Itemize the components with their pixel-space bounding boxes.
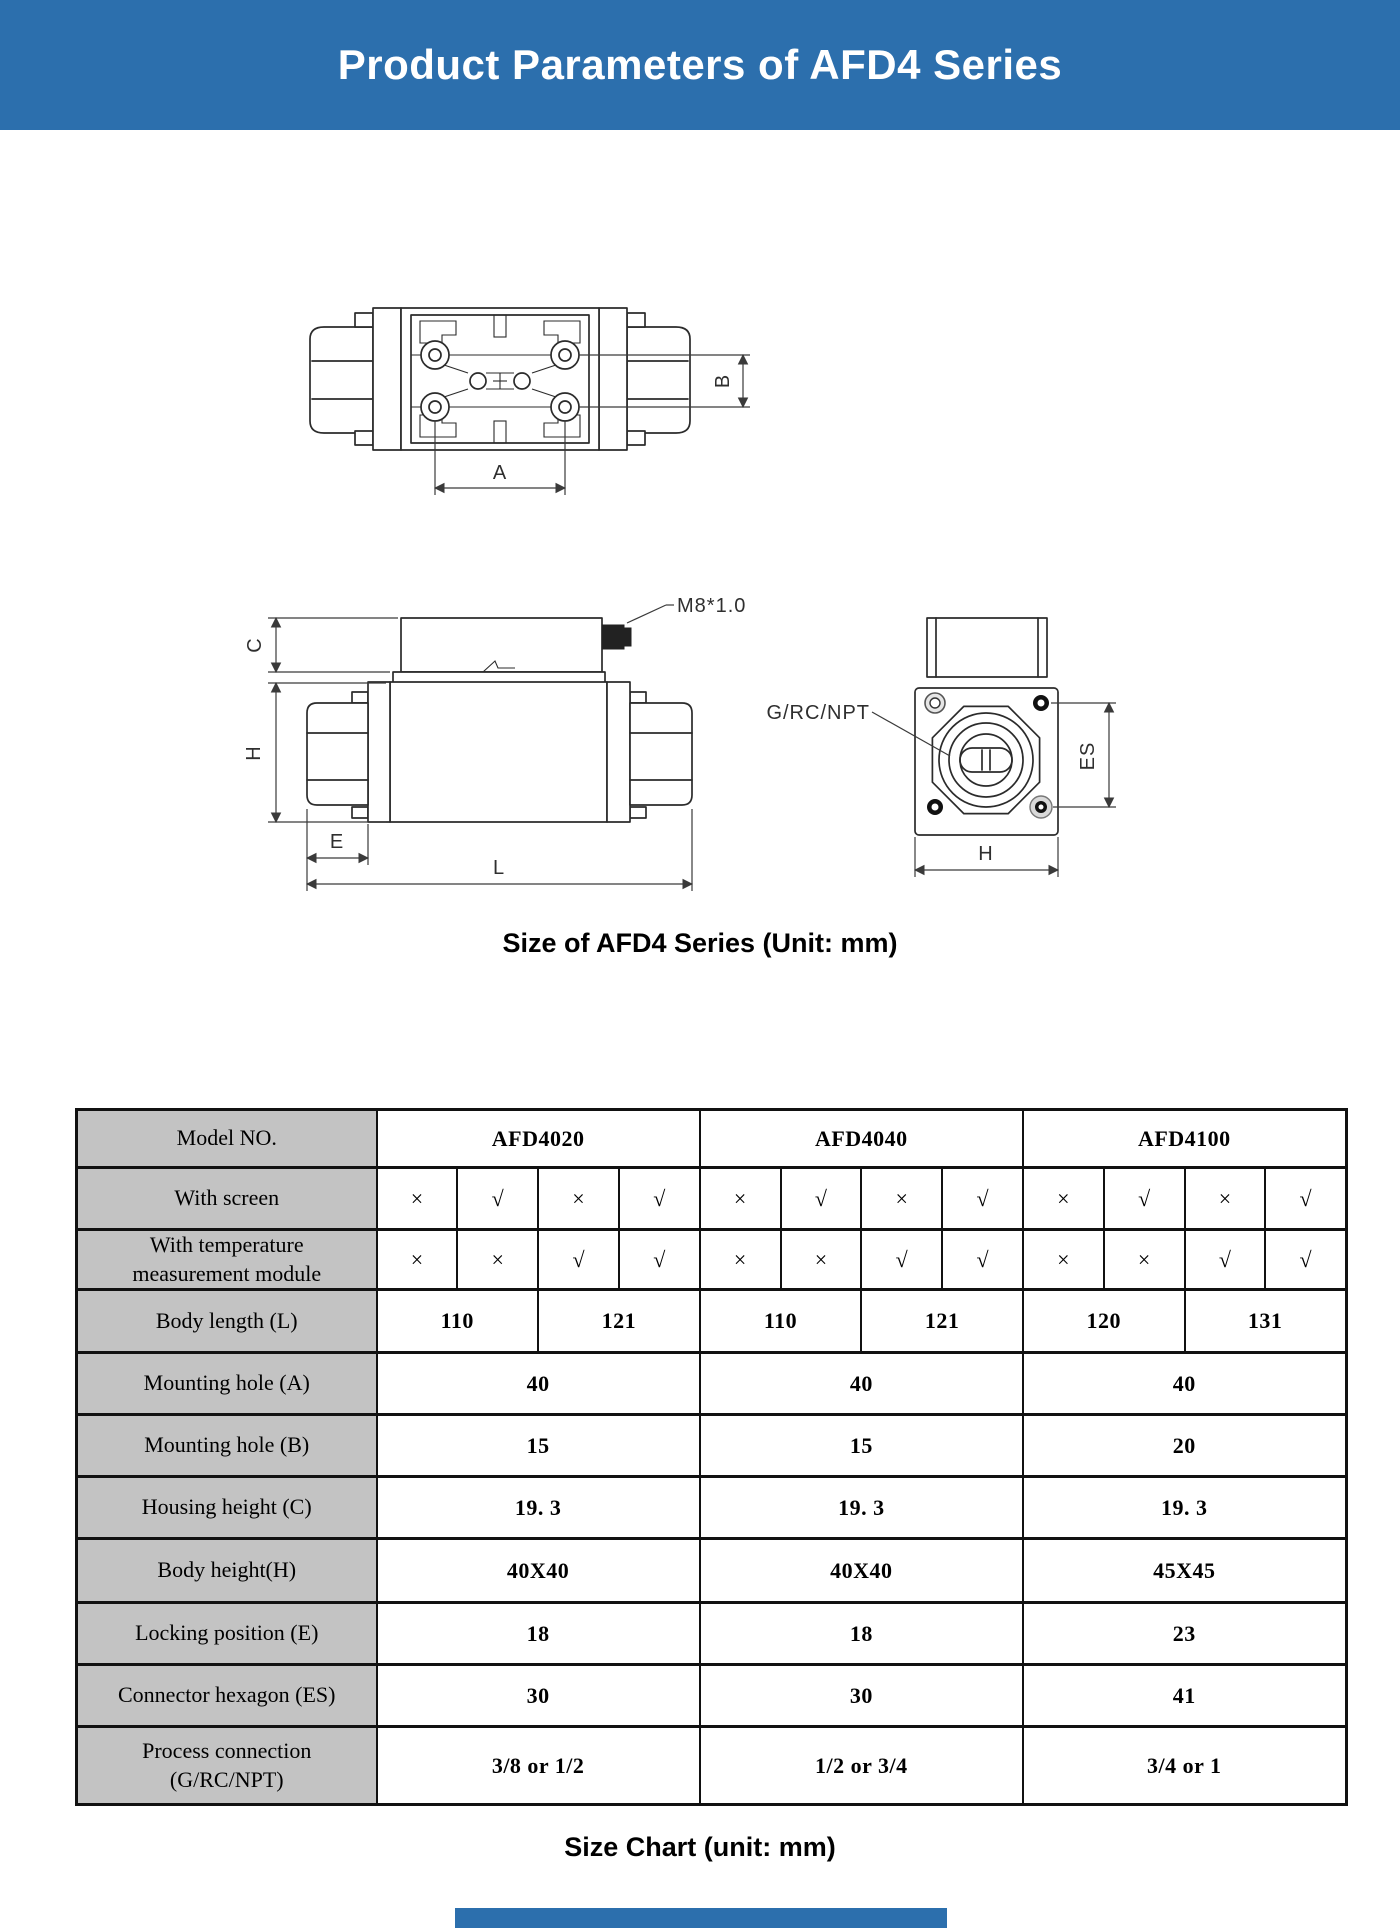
row-label-locking-position: Locking position (E)	[77, 1603, 377, 1665]
table-cell: ×	[861, 1168, 942, 1230]
page-title: Product Parameters of AFD4 Series	[337, 41, 1063, 88]
next-section-banner-edge	[455, 1908, 947, 1928]
table-cell: 40X40	[700, 1539, 1023, 1603]
dim-label-h-side: H	[243, 745, 265, 761]
table-cell: ×	[781, 1230, 862, 1290]
row-label-screen: With screen	[77, 1168, 377, 1230]
table-cell: 110	[700, 1290, 862, 1353]
table-cell: ×	[538, 1168, 619, 1230]
table-cell: 30	[700, 1665, 1023, 1727]
row-label-process-connection: Process connection (G/RC/NPT)	[77, 1727, 377, 1805]
table-cell: √	[538, 1230, 619, 1290]
end-view-drawing	[766, 618, 1116, 877]
table-cell: 19. 3	[377, 1477, 700, 1539]
table-caption: Size Chart (unit: mm)	[564, 1832, 836, 1862]
row-label-mounting-hole-b: Mounting hole (B)	[77, 1415, 377, 1477]
table-cell: ×	[700, 1168, 781, 1230]
table-cell: 110	[377, 1290, 539, 1353]
table-row-connector-hexagon	[77, 1665, 1347, 1727]
table-cell: √	[1265, 1230, 1346, 1290]
table-cell: 18	[700, 1603, 1023, 1665]
table-cell: 121	[538, 1290, 700, 1353]
table-row-body-height	[77, 1539, 1347, 1603]
table-cell: 19. 3	[700, 1477, 1023, 1539]
table-cell: √	[1185, 1230, 1266, 1290]
model-afd4100: AFD4100	[1023, 1110, 1346, 1168]
thread-spec-label: M8*1.0	[677, 595, 747, 617]
table-cell: √	[781, 1168, 862, 1230]
table-cell: 15	[377, 1415, 700, 1477]
dim-label-b: B	[712, 373, 734, 389]
table-cell: √	[861, 1230, 942, 1290]
dim-label-es: ES	[1077, 741, 1099, 771]
table-cell: 41	[1023, 1665, 1346, 1727]
table-row-mounting-hole-b	[77, 1415, 1347, 1477]
table-cell: √	[1265, 1168, 1346, 1230]
drawing-caption: Size of AFD4 Series (Unit: mm)	[502, 928, 898, 958]
size-chart-table	[75, 1108, 1348, 1806]
table-cell: 121	[861, 1290, 1023, 1353]
table-cell: ×	[1104, 1230, 1185, 1290]
table-cell: ×	[1023, 1230, 1104, 1290]
table-cell: 120	[1023, 1290, 1185, 1353]
table-row-locking-position	[77, 1603, 1347, 1665]
dim-label-l: L	[492, 857, 506, 879]
dim-label-h-end: H	[978, 843, 994, 865]
row-label-connector-hexagon: Connector hexagon (ES)	[77, 1665, 377, 1727]
table-cell: 3/4 or 1	[1023, 1727, 1346, 1805]
table-cell: 40	[377, 1353, 700, 1415]
table-cell: 20	[1023, 1415, 1346, 1477]
table-cell: 30	[377, 1665, 700, 1727]
row-label-mounting-hole-a: Mounting hole (A)	[77, 1353, 377, 1415]
table-cell: √	[1104, 1168, 1185, 1230]
dim-label-a: A	[492, 462, 508, 484]
table-cell: ×	[377, 1168, 458, 1230]
table-row-body-length	[77, 1290, 1347, 1353]
table-cell: 23	[1023, 1603, 1346, 1665]
technical-drawing-canvas	[0, 130, 1400, 950]
table-cell: ×	[1023, 1168, 1104, 1230]
row-label-body-height: Body height(H)	[77, 1539, 377, 1603]
table-cell: 19. 3	[1023, 1477, 1346, 1539]
table-cell: ×	[457, 1230, 538, 1290]
table-cell: √	[619, 1168, 700, 1230]
top-view-drawing	[310, 308, 750, 495]
table-row-housing-height	[77, 1477, 1347, 1539]
table-cell: ×	[1185, 1168, 1266, 1230]
table-cell: √	[942, 1168, 1023, 1230]
table-cell: 45X45	[1023, 1539, 1346, 1603]
table-cell: 40X40	[377, 1539, 700, 1603]
table-cell: ×	[700, 1230, 781, 1290]
table-cell: √	[942, 1230, 1023, 1290]
row-label-housing-height: Housing height (C)	[77, 1477, 377, 1539]
dim-label-c: C	[244, 637, 266, 653]
row-label-body-length: Body length (L)	[77, 1290, 377, 1353]
table-cell: 1/2 or 3/4	[700, 1727, 1023, 1805]
table-cell: 40	[1023, 1353, 1346, 1415]
table-cell: 3/8 or 1/2	[377, 1727, 700, 1805]
row-label-model: Model NO.	[77, 1110, 377, 1168]
model-afd4040: AFD4040	[700, 1110, 1023, 1168]
table-cell: 15	[700, 1415, 1023, 1477]
table-row-model	[77, 1110, 1347, 1168]
model-afd4020: AFD4020	[377, 1110, 700, 1168]
table-cell: 131	[1185, 1290, 1347, 1353]
header-banner	[0, 0, 1400, 130]
table-cell: √	[619, 1230, 700, 1290]
table-cell: √	[457, 1168, 538, 1230]
table-row-screen	[77, 1168, 1347, 1230]
side-view-drawing	[243, 595, 746, 891]
row-label-temp-module: With temperature measurement module	[77, 1230, 377, 1290]
table-row-mounting-hole-a	[77, 1353, 1347, 1415]
table-cell: ×	[377, 1230, 458, 1290]
table-cell: 40	[700, 1353, 1023, 1415]
process-connection-label: G/RC/NPT	[766, 702, 870, 724]
table-cell: 18	[377, 1603, 700, 1665]
table-row-temp-module	[77, 1230, 1347, 1290]
table-row-process-connection	[77, 1727, 1347, 1805]
dim-label-e: E	[329, 831, 345, 853]
